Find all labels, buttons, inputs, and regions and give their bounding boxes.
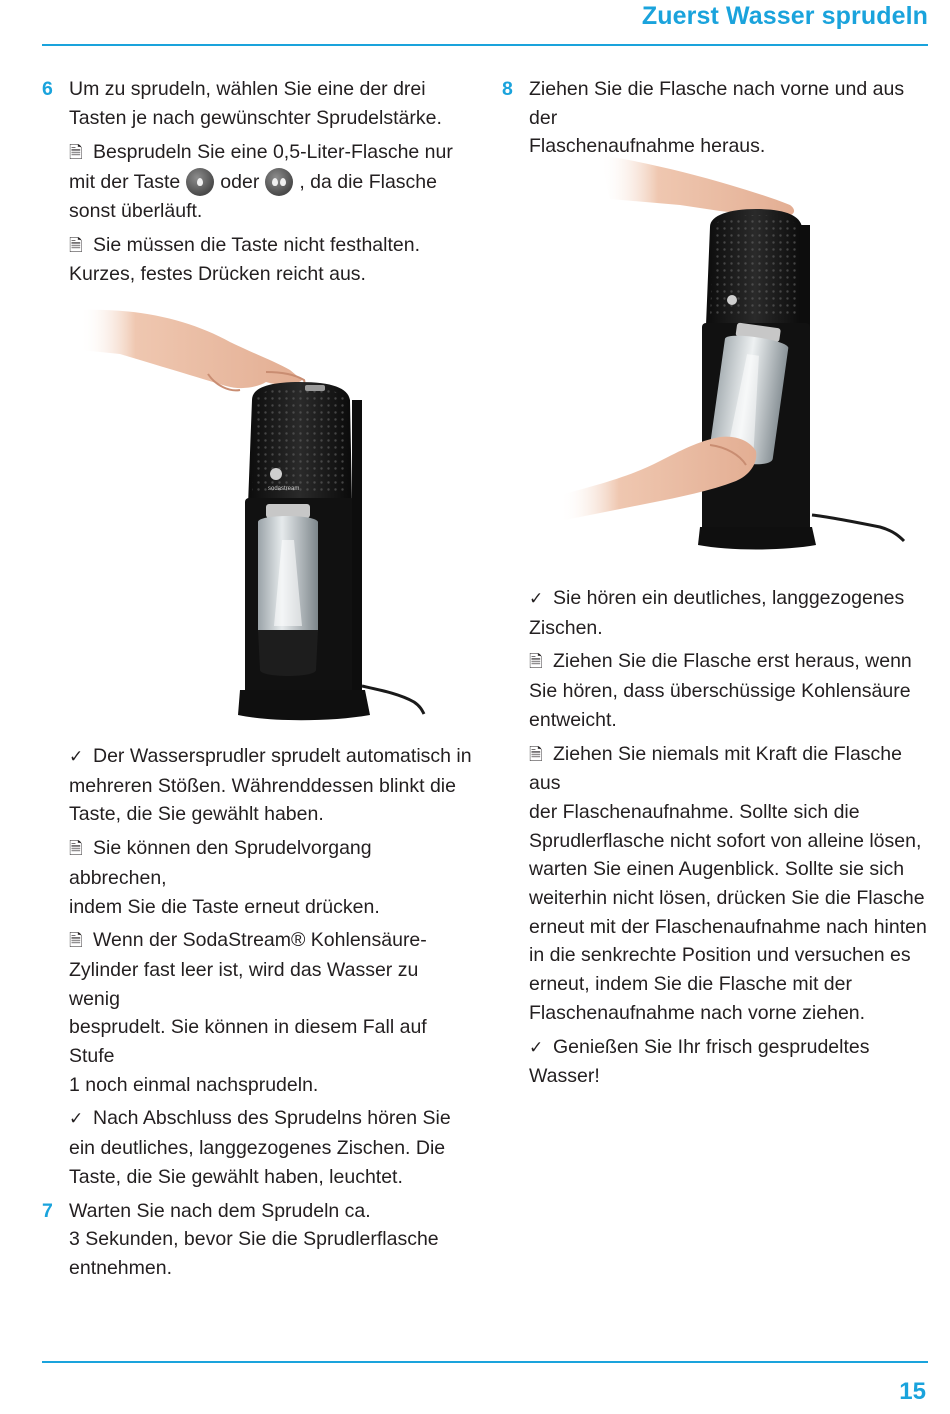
note-icon: 🗎 bbox=[69, 143, 83, 164]
note-pull-out-after bbox=[502, 647, 932, 734]
check-text: ein deutliches, langgezogenes Zischen. Die bbox=[69, 1137, 446, 1160]
photo-remove-bottle bbox=[560, 155, 920, 555]
note-cancel bbox=[42, 834, 472, 921]
right-column-top bbox=[502, 75, 932, 167]
note-text: in die senkrechte Position und versuchen es bbox=[529, 944, 911, 967]
check-text: Sie hören ein deutliches, langgezogenes bbox=[553, 587, 905, 609]
right-column-bottom bbox=[502, 584, 932, 1096]
machine-base bbox=[238, 690, 370, 720]
note-text: oder bbox=[220, 171, 260, 194]
check-icon: ✓ bbox=[529, 589, 544, 609]
check-text: Taste, die Sie gewählt haben, leuchtet. bbox=[69, 1165, 403, 1188]
check-text: mehreren Stößen. Währenddessen blinkt die bbox=[69, 774, 456, 797]
note-text: Sie können den Sprudelvorgang abbrechen, bbox=[69, 837, 372, 889]
step-6-line-1: Um zu sprudeln, wählen Sie eine der drei bbox=[69, 78, 426, 100]
note-text: Wenn der SodaStream® Kohlensäure- bbox=[93, 929, 427, 952]
button-icon bbox=[305, 385, 325, 391]
check-text: Taste, die Sie gewählt haben. bbox=[69, 803, 324, 826]
note-half-liter bbox=[42, 138, 472, 225]
page-header-title: Zuerst Wasser sprudeln bbox=[641, 2, 928, 30]
note-text: , da die Flasche bbox=[299, 171, 437, 194]
brand-text: sodastream bbox=[268, 486, 300, 492]
check-icon: ✓ bbox=[69, 1109, 84, 1130]
step-7-line-1: Warten Sie nach dem Sprudeln ca. bbox=[69, 1199, 371, 1222]
note-text: 1 noch einmal nachsprudeln. bbox=[69, 1073, 319, 1096]
note-icon: 🗎 bbox=[69, 931, 83, 952]
note-text: Zylinder fast leer ist, wird das Wasser zu wenig bbox=[69, 958, 419, 1010]
machine-base bbox=[698, 527, 816, 550]
step-7-line-2: 3 Sekunden, bevor Sie die Sprudlerflasche bbox=[69, 1228, 439, 1251]
note-text: Sie hören, dass überschüssige Kohlensäure bbox=[529, 680, 911, 703]
two-drops-button-icon bbox=[265, 168, 293, 196]
note-text: mit der Taste bbox=[69, 171, 181, 194]
left-column-top bbox=[42, 75, 472, 294]
step-6 bbox=[42, 75, 472, 132]
note-text: Flaschenaufnahme nach vorne ziehen. bbox=[529, 1001, 866, 1024]
check-text: Zischen. bbox=[529, 616, 603, 639]
note-text: Ziehen Sie die Flasche erst heraus, wenn bbox=[553, 650, 912, 673]
note-no-force bbox=[502, 740, 932, 1028]
check-hiss bbox=[42, 1104, 472, 1191]
note-text: der Flaschenaufnahme. Sollte sich die bbox=[529, 800, 860, 823]
step-8 bbox=[502, 75, 932, 161]
note-text: Besprudeln Sie eine 0,5-Liter-Flasche nur bbox=[93, 141, 453, 164]
step-number: 6 bbox=[42, 78, 53, 100]
footer-rule bbox=[42, 1361, 928, 1363]
note-icon: 🗎 bbox=[69, 839, 83, 860]
page-number: 15 bbox=[899, 1378, 926, 1405]
note-text: Ziehen Sie niemals mit Kraft die Flasche aus bbox=[529, 742, 902, 795]
check-icon: ✓ bbox=[69, 747, 84, 767]
photo-press-button bbox=[80, 290, 460, 730]
check-auto-sprudel bbox=[42, 742, 472, 829]
left-column-bottom bbox=[42, 742, 472, 1289]
check-hiss-right bbox=[502, 584, 932, 642]
note-text: erneut, indem Sie die Flasche mit der bbox=[529, 973, 852, 996]
one-drop-button-icon bbox=[186, 168, 214, 196]
step-number: 8 bbox=[502, 78, 513, 100]
note-text: erneut mit der Flaschenaufnahme nach hinten bbox=[529, 915, 927, 938]
check-text: Nach Abschluss des Sprudelns hören Sie bbox=[93, 1107, 451, 1130]
note-text: sonst überläuft. bbox=[69, 199, 203, 222]
note-text: weiterhin nicht lösen, drücken Sie die Flasche bbox=[529, 887, 925, 910]
check-enjoy bbox=[502, 1033, 932, 1091]
power-cable bbox=[362, 686, 424, 714]
note-text: indem Sie die Taste erneut drücken. bbox=[69, 895, 380, 918]
step-8-line-2: Flaschenaufnahme heraus. bbox=[529, 135, 766, 158]
note-text: entweicht. bbox=[529, 708, 617, 731]
note-text: Kurzes, festes Drücken reicht aus. bbox=[69, 263, 366, 286]
note-text: Sprudlerflasche nicht sofort von alleine lösen, bbox=[529, 829, 922, 852]
hand bbox=[80, 310, 302, 388]
step-8-line-1: Ziehen Sie die Flasche nach vorne und aus der bbox=[529, 78, 905, 129]
step-7 bbox=[42, 1197, 472, 1283]
note-cylinder-empty bbox=[42, 926, 472, 1099]
check-text: Genießen Sie Ihr frisch gesprudeltes bbox=[553, 1035, 870, 1058]
note-icon: 🗎 bbox=[529, 652, 543, 673]
logo-icon bbox=[727, 295, 737, 305]
bottle-cap bbox=[266, 504, 310, 518]
step-7-line-3: entnehmen. bbox=[69, 1256, 172, 1279]
step-6-line-2: Tasten je nach gewünschter Sprudelstärke. bbox=[69, 106, 442, 129]
check-icon: ✓ bbox=[529, 1037, 544, 1058]
note-text: besprudelt. Sie können in diesem Fall auf Stufe bbox=[69, 1016, 427, 1068]
note-icon: 🗎 bbox=[529, 744, 543, 765]
note-icon: 🗎 bbox=[69, 235, 83, 256]
step-number: 7 bbox=[42, 1199, 53, 1222]
check-text: Der Wassersprudler sprudelt automatisch in bbox=[93, 745, 472, 767]
note-no-hold bbox=[42, 231, 472, 289]
logo-icon bbox=[270, 468, 282, 480]
note-text: Sie müssen die Taste nicht festhalten. bbox=[93, 233, 420, 256]
hand-top bbox=[600, 155, 794, 217]
header-rule bbox=[42, 44, 928, 46]
power-cable bbox=[812, 515, 904, 541]
check-text: Wasser! bbox=[529, 1065, 600, 1088]
note-text: warten Sie einen Augenblick. Sollte sie sich bbox=[529, 858, 905, 881]
